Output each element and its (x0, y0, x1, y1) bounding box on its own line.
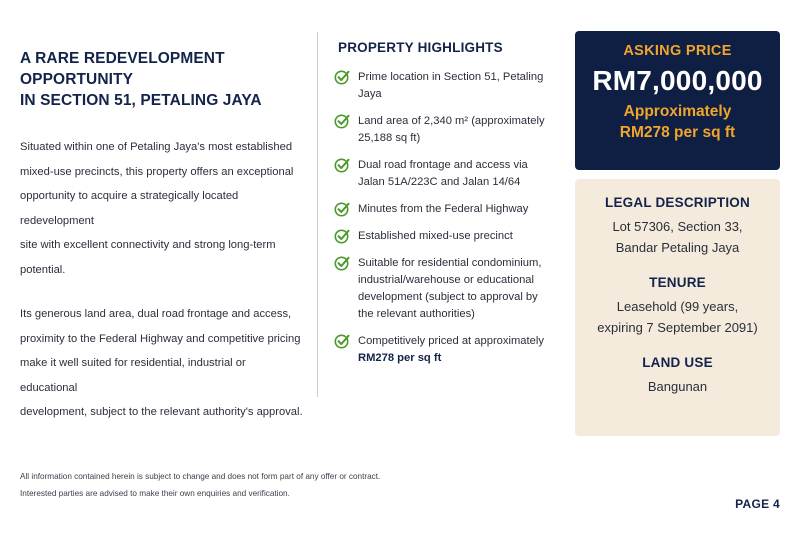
intro-p2-line: make it well suited for residential, industrial or educational (20, 357, 246, 394)
highlights-title: PROPERTY HIGHLIGHTS (338, 40, 503, 55)
highlight-text-line: Jalan 51A/223C and Jalan 14/64 (358, 176, 521, 188)
intro-paragraph-2 (20, 302, 305, 425)
highlight-item (334, 201, 564, 218)
page-number: PAGE 4 (735, 497, 780, 511)
property-details-panel (575, 179, 780, 436)
intro-p2-line: development, subject to the relevant authority's approval. (20, 406, 303, 418)
intro-p2-line: Its generous land area, dual road frontage and access, (20, 308, 292, 320)
tenure-line-2: expiring 7 September 2091) (597, 320, 758, 335)
price-approx-line-2: RM278 per sq ft (619, 124, 736, 141)
highlights-list (334, 69, 564, 367)
check-icon (334, 255, 350, 271)
intro-p1-line: site with excellent connectivity and strong long-term potential. (20, 239, 276, 276)
check-icon (334, 69, 350, 85)
highlight-item (334, 69, 564, 103)
highlight-bold-text: RM278 per sq ft (358, 352, 442, 364)
highlight-text-line: the relevant authorities) (358, 308, 475, 320)
column-divider (317, 32, 318, 397)
intro-paragraph-1 (20, 135, 305, 282)
intro-p1-line: mixed-use precincts, this property offers an exceptional (20, 165, 294, 178)
check-icon (334, 157, 350, 173)
disclaimer-line-1: All information contained herein is subject to change and does not form part of any offer or contract. (20, 472, 381, 481)
highlight-item (334, 228, 564, 245)
disclaimer-line-2: Interested parties are advised to make their own enquiries and verification. (20, 489, 290, 498)
highlight-text-line: Land area of 2,340 m² (approximately 25,188 sq ft) (358, 115, 545, 144)
land-use-text: Bangunan (647, 379, 708, 394)
legal-line-1: Lot 57306, Section 33, (612, 219, 743, 234)
page-headline (20, 48, 305, 111)
land-use-heading: LAND USE (642, 355, 713, 370)
highlight-text-line: Minutes from the Federal Highway (358, 203, 529, 215)
intro-p2-line: proximity to the Federal Highway and competitive pricing (20, 332, 301, 345)
tenure-text (575, 296, 780, 338)
asking-price-value: RM7,000,000 (592, 65, 763, 96)
check-icon (334, 333, 350, 349)
tenure-line-1: Leasehold (99 years, (616, 299, 739, 314)
headline-line-1: A RARE REDEVELOPMENT OPPORTUNITY (20, 50, 225, 88)
check-icon (334, 228, 350, 244)
highlights-column (334, 40, 564, 367)
check-icon (334, 201, 350, 217)
asking-price-panel (575, 31, 780, 170)
headline-line-2: IN SECTION 51, PETALING JAYA (20, 92, 262, 109)
price-approx-line-1: Approximately (623, 103, 732, 120)
highlight-text-line: Dual road frontage and access via (358, 159, 528, 171)
intro-column (20, 48, 305, 425)
highlight-text-line: Prime location in Section 51, Petaling Jaya (358, 71, 544, 100)
price-per-sqft (575, 101, 780, 143)
tenure-heading: TENURE (649, 275, 706, 290)
check-icon (334, 113, 350, 129)
highlight-item (334, 255, 564, 323)
intro-p1-line: opportunity to acquire a strategically located redevelopment (20, 190, 239, 227)
asking-price-label: ASKING PRICE (623, 43, 732, 59)
highlight-text-line: industrial/warehouse or educational (358, 274, 535, 286)
legal-description-text (575, 216, 780, 258)
highlight-item (334, 113, 564, 147)
legal-line-2: Bandar Petaling Jaya (615, 240, 740, 255)
intro-p1-line: Situated within one of Petaling Jaya's most established (20, 141, 293, 153)
highlight-text-line: Suitable for residential condominium, (358, 257, 542, 269)
highlight-item (334, 333, 564, 367)
highlight-text-line: Established mixed-use precinct (358, 230, 513, 242)
legal-description-heading: LEGAL DESCRIPTION (605, 195, 750, 210)
highlight-text-line: development (subject to approval by (358, 291, 538, 303)
highlight-text-line: Competitively priced at approximately (358, 335, 544, 347)
highlight-item (334, 157, 564, 191)
